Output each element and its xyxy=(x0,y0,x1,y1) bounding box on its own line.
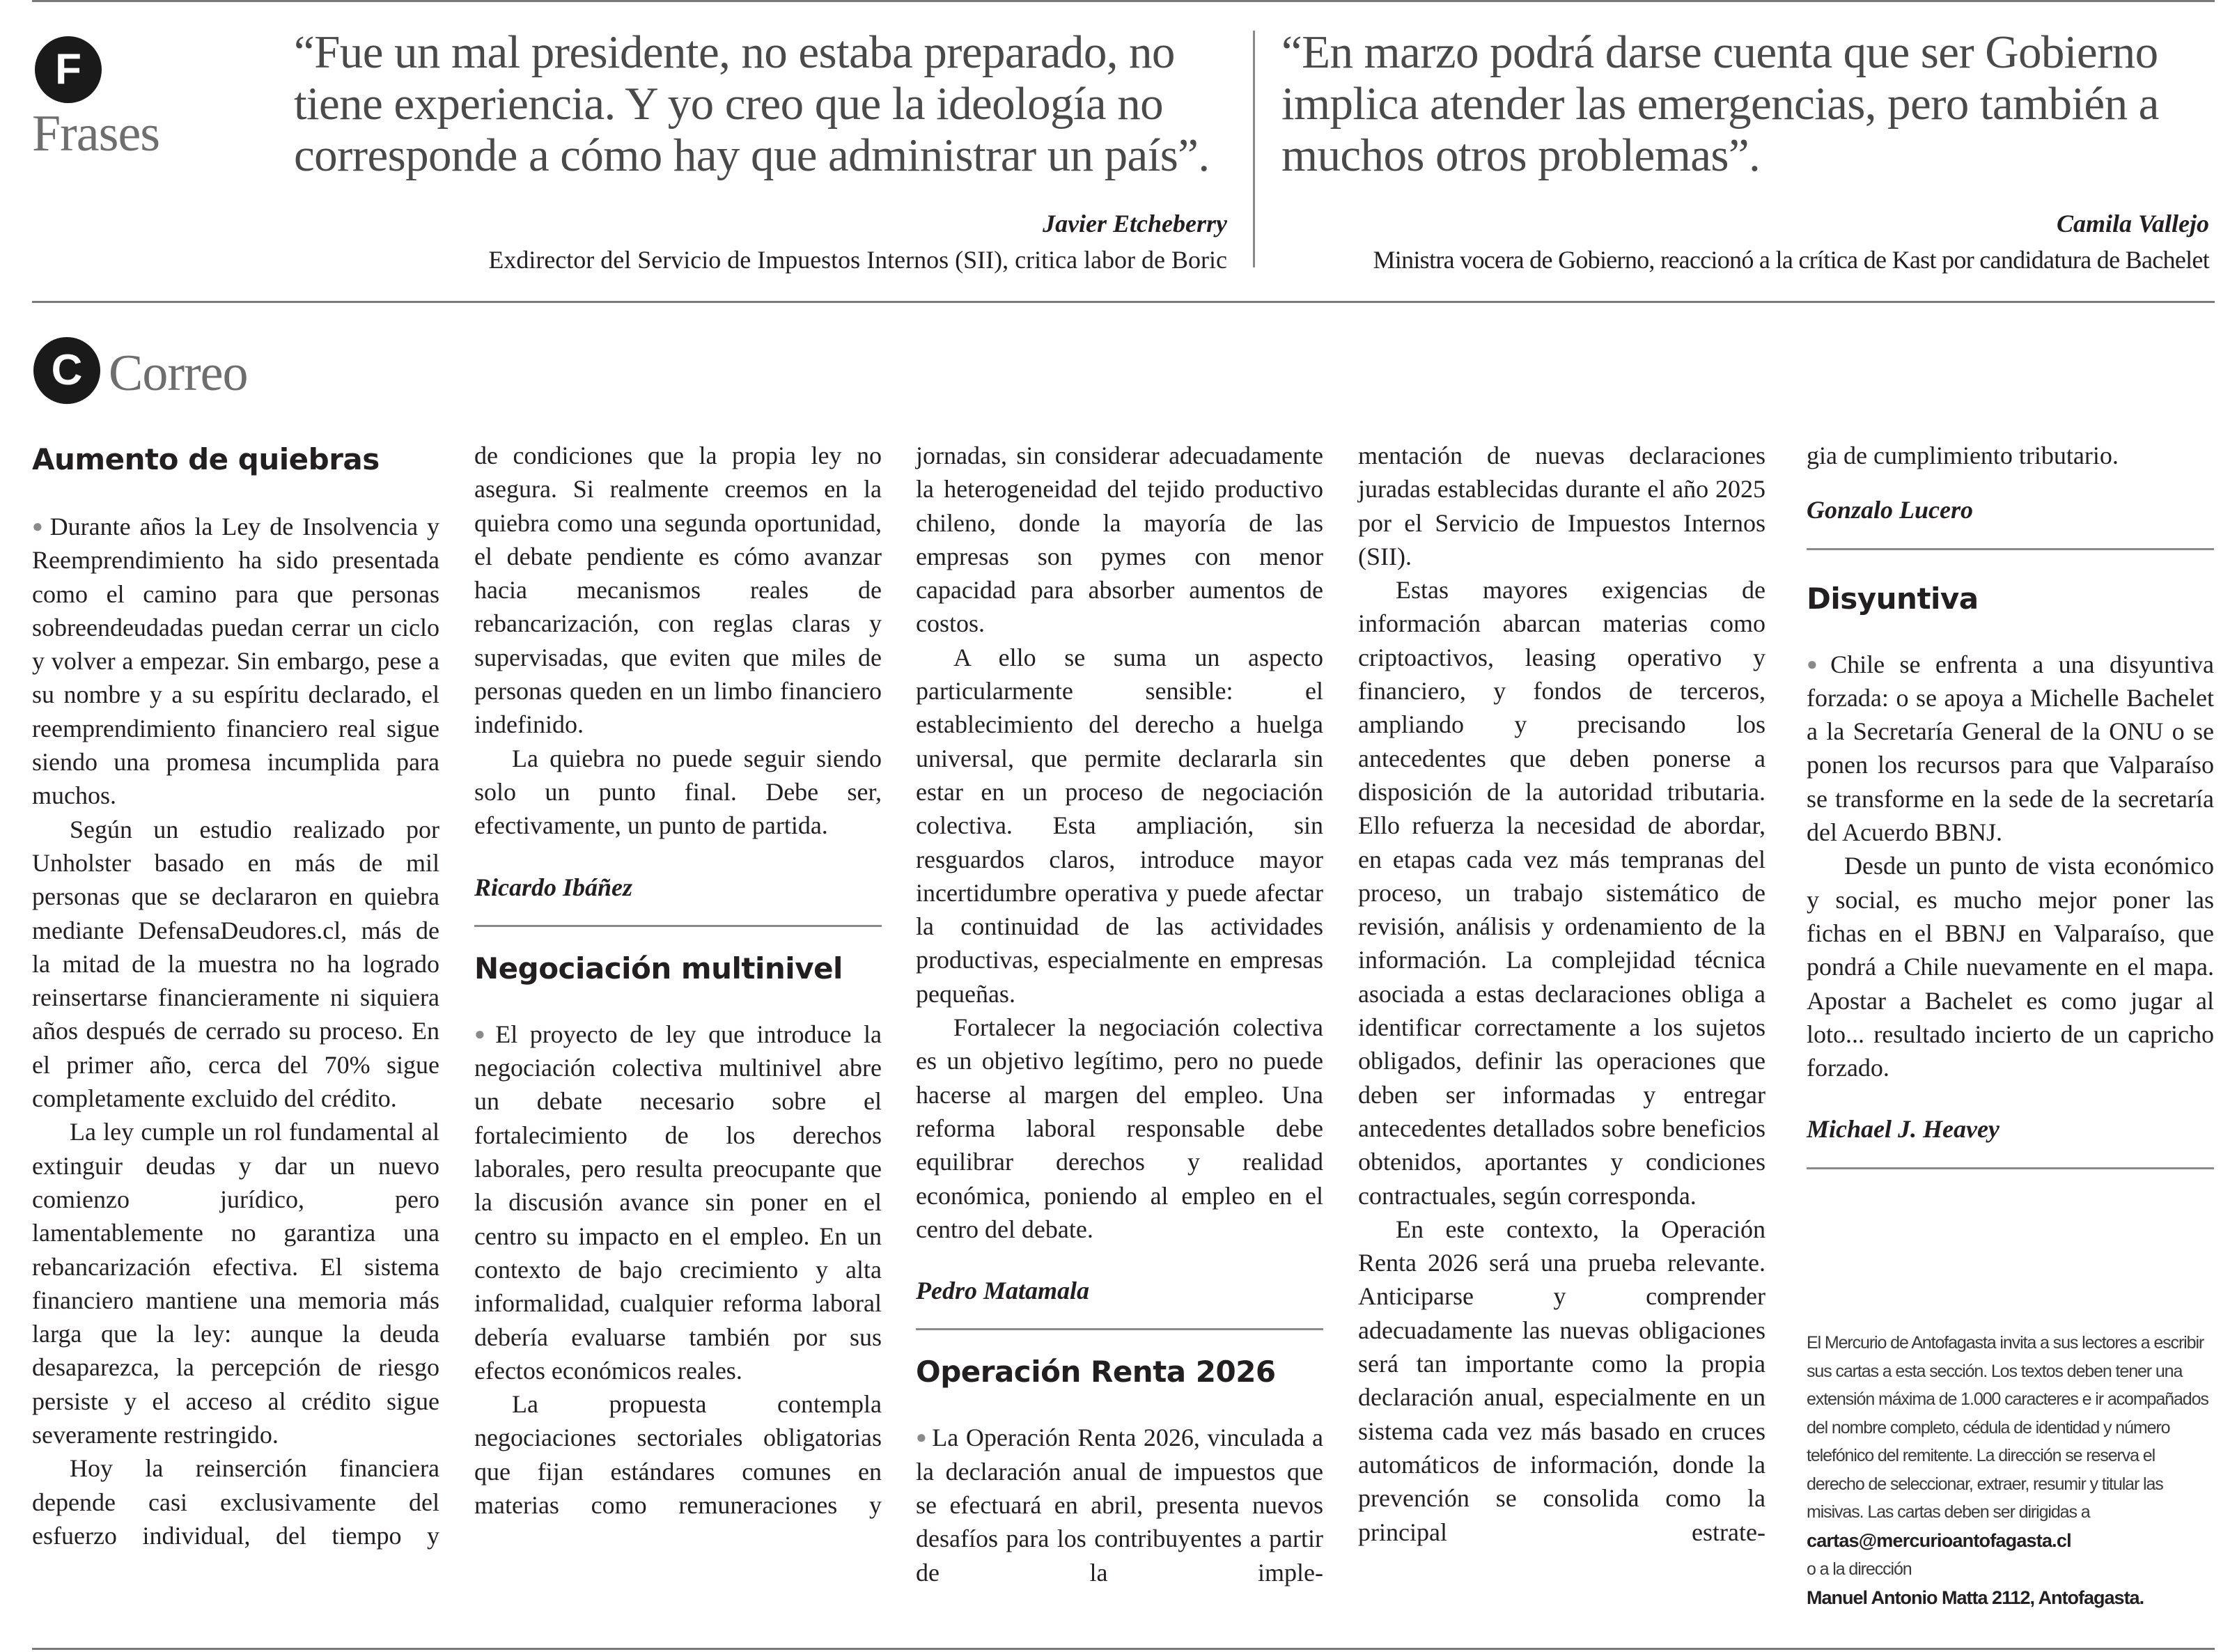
bottom-rule xyxy=(32,1648,2215,1650)
letter-paragraph: Hoy la reinserción financiera depende casi exclusivamente del esfuerzo individual, del tiempo y xyxy=(32,1454,439,1550)
letter-paragraph: La ley cumple un rol fundamental al extinguir deudas y dar un nuevo comienzo jurídico, pero lamentablemente no garantiza una rebancarización efectiva. El sistema financiero mantiene una memoria más larga que la ley: aunque la deuda desaparezca, la percepción de riesgo persiste y el acceso al crédito sigue severamente restringido. xyxy=(32,1118,439,1449)
quote-author-description-etcheberry: Exdirector del Servicio de Impuestos Internos (SII), critica labor de Boric xyxy=(488,246,1227,274)
letter-paragraph: Según un estudio realizado por Unholster basado en más de mil personas que se declararon en quiebra mediante DefensaDeudores.cl, más de la mitad de la muestra no ha logrado reinsertarse financieramente ni siquiera años después de cerrado su proceso. En el primer año, cerca del 70% sigue completamente excluido del crédito. xyxy=(32,815,439,1113)
letter-signature-lucero: Gonzalo Lucero xyxy=(1807,496,1974,524)
letter-paragraph: ● La Operación Renta 2026, vinculada a la declaración anual de impuestos que se efectuará en abril, presenta nuevos desafíos para los contribuyentes a partir de la imple- xyxy=(916,1421,1323,1589)
letter-paragraph: jornadas, sin considerar adecuadamente la heterogeneidad del tejido productivo chileno, donde la mayoría de las empresas son pymes con menor capacidad para absorber aumentos de costos. xyxy=(916,442,1323,638)
submission-note-text: El Mercurio de Antofagasta invita a sus lectores a escribir sus cartas a esta sección. Los textos deben tener una extensión máxima de 1.000 caracteres e ir acompañados del nombre completo, cédula de identidad y número telefónico del remitente. La dirección se reserva el derecho de seleccionar, extraer, resumir y titular las misivas. Las cartas deben ser dirigidas a xyxy=(1807,1333,2208,1522)
letter-paragraph: Fortalecer la negociación colectiva es un objetivo legítimo, pero no puede hacerse al margen del empleo. Una reforma laboral responsable debe equilibrar derechos y realidad económica, poniendo al empleo en el centro del debate. xyxy=(916,1013,1323,1243)
letter-paragraph: ● Chile se enfrenta a una disyuntiva forzada: o se apoya a Michelle Bachelet a la Secretaría General de la ONU o se ponen los recursos para que Valparaíso se transforme en la sede de la secretaría del Acuerdo BBNJ. xyxy=(1807,648,2214,850)
column-4 xyxy=(1358,439,1766,1549)
letter-paragraph: ● El proyecto de ley que introduce la negociación colectiva multinivel abre un debate necesario sobre el fortalecimiento de los derechos laborales, pero resulta preocupante que la discusión avance sin poner en el centro su impacto en el empleo. En un contexto de bajo crecimiento y alta informalidad, cualquier reforma laboral debería evaluarse también por sus efectos económicos reales. xyxy=(474,1018,882,1387)
letter-paragraph: de condiciones que la propia ley no asegura. Si realmente creemos en la quiebra como una segunda oportunidad, el debate pendiente es cómo avanzar hacia mecanismos reales de rebancarización, con reglas claras y supervisadas, que eviten que miles de personas queden en un limbo financiero indefinido. xyxy=(474,442,882,739)
quote-vallejo xyxy=(1281,26,2159,181)
quote-line: tiene experiencia. Y yo creo que la ideología no xyxy=(294,78,1163,130)
letter-paragraph: mentación de nuevas declaraciones juradas establecidas durante el año 2025 por el Servicio de Impuestos Internos (SII). xyxy=(1358,442,1766,570)
correo-badge: C xyxy=(33,337,100,404)
quote-author-etcheberry: Javier Etcheberry xyxy=(1043,210,1227,237)
letter-signature-matamala: Pedro Matamala xyxy=(916,1277,1089,1305)
top-rule xyxy=(32,0,2215,2)
quote-line: “Fue un mal presidente, no estaba preparado, no xyxy=(294,26,1175,78)
quote-line: corresponde a cómo hay que administrar un país”. xyxy=(294,130,1210,181)
letter-title-quiebras: Aumento de quiebras xyxy=(32,442,380,476)
submission-address: Manuel Antonio Matta 2112, Antofagasta. xyxy=(1807,1587,2144,1608)
letter-divider xyxy=(1807,1167,2214,1169)
letter-title-renta: Operación Renta 2026 xyxy=(916,1355,1276,1389)
letter-paragraph: Desde un punto de vista económico y social, es mucho mejor poner las fichas en el BBNJ en Valparaíso, que pondrá a Chile nuevamente en el mapa. Apostar a Bachelet es como jugar al loto... resultado incierto de un capricho forzado. xyxy=(1807,852,2214,1082)
frases-badge: F xyxy=(35,36,102,103)
letter-paragraph: Estas mayores exigencias de información abarcan materias como criptoactivos, leasing operativo y financiero, y fondos de terceros, ampliando y precisando los antecedentes que deben ponerse a disposición de la autoridad tributaria. Ello refuerza la necesidad de abordar, en etapas cada vez más tempranas del proceso, un trabajo sistemático de revisión, análisis y ordenamiento de la información. La complejidad técnica asociada a estas declaraciones obliga a identificar correctamente a los sujetos obligados, definir las operaciones que deben ser informadas y entregar antecedentes detallados sobre beneficios obtenidos, aportantes y condiciones contractuales, según corresponda. xyxy=(1358,576,1766,1210)
column-3 xyxy=(916,439,1323,1589)
letter-paragraph: En este contexto, la Operación Renta 2026 será una prueba relevante. Anticiparse y comprender adecuadamente las nuevas obligaciones será tan importante como la propia declaración anual, especialmente en un sistema cada vez más basado en cruces automáticos de información, donde la prevención se consolida como la principal estrate- xyxy=(1358,1215,1766,1546)
letter-paragraph: La quiebra no puede seguir siendo solo un punto final. Debe ser, efectivamente, un punto de partida. xyxy=(474,744,882,840)
column-5 xyxy=(1807,439,2214,1169)
letter-signature-ibanez: Ricardo Ibáñez xyxy=(474,873,633,901)
letter-paragraph: ● Durante años la Ley de Insolvencia y Reemprendimiento ha sido presentada como el camino para que personas sobreendeudadas puedan cerrar un ciclo y volver a empezar. Sin embargo, pese a su nombre y a su espíritu declarado, el reemprendimiento financiero real sigue siendo una promesa incumplida para muchos. xyxy=(32,510,439,813)
quote-author-description-vallejo: Ministra vocera de Gobierno, reaccionó a la crítica de Kast por candidatura de Bachelet xyxy=(1373,246,2209,274)
letter-paragraph: La propuesta contempla negociaciones sectoriales obligatorias que fijan estándares comunes en materias como remuneraciones y xyxy=(474,1390,882,1520)
quote-line: “En marzo podrá darse cuenta que ser Gobierno xyxy=(1281,26,2158,78)
letter-signature-heavey: Michael J. Heavey xyxy=(1807,1115,2000,1144)
submission-or-address: o a la dirección xyxy=(1807,1559,1912,1579)
column-2 xyxy=(474,439,882,1522)
letter-paragraph: gia de cumplimiento tributario. xyxy=(1807,442,2119,469)
correo-label: Correo xyxy=(109,345,248,402)
quote-etcheberry xyxy=(294,26,1209,181)
letter-title-disyuntiva: Disyuntiva xyxy=(1807,581,1979,616)
quote-line: implica atender las emergencias, pero también a xyxy=(1281,78,2159,130)
submission-note xyxy=(1807,1329,2214,1612)
section-divider xyxy=(32,301,2215,303)
quote-line: muchos otros problemas”. xyxy=(1281,130,1761,181)
quotes-divider xyxy=(1253,31,1255,267)
quote-author-vallejo: Camila Vallejo xyxy=(2056,210,2209,237)
frases-label: Frases xyxy=(32,105,160,162)
column-1 xyxy=(32,439,439,1552)
submission-email-link[interactable]: cartas@mercurioantofagasta.cl xyxy=(1807,1529,2071,1551)
letter-paragraph: A ello se suma un aspecto particularmente sensible: el establecimiento del derecho a huelga universal, que permite declararla sin estar en un proceso de negociación colectiva. Esta ampliación, sin resguardos claros, introduce mayor incertidumbre operativa y puede afectar la continuidad de las actividades productivas, especialmente en empresas pequeñas. xyxy=(916,643,1323,1008)
letter-title-multinivel: Negociación multinivel xyxy=(474,951,843,985)
